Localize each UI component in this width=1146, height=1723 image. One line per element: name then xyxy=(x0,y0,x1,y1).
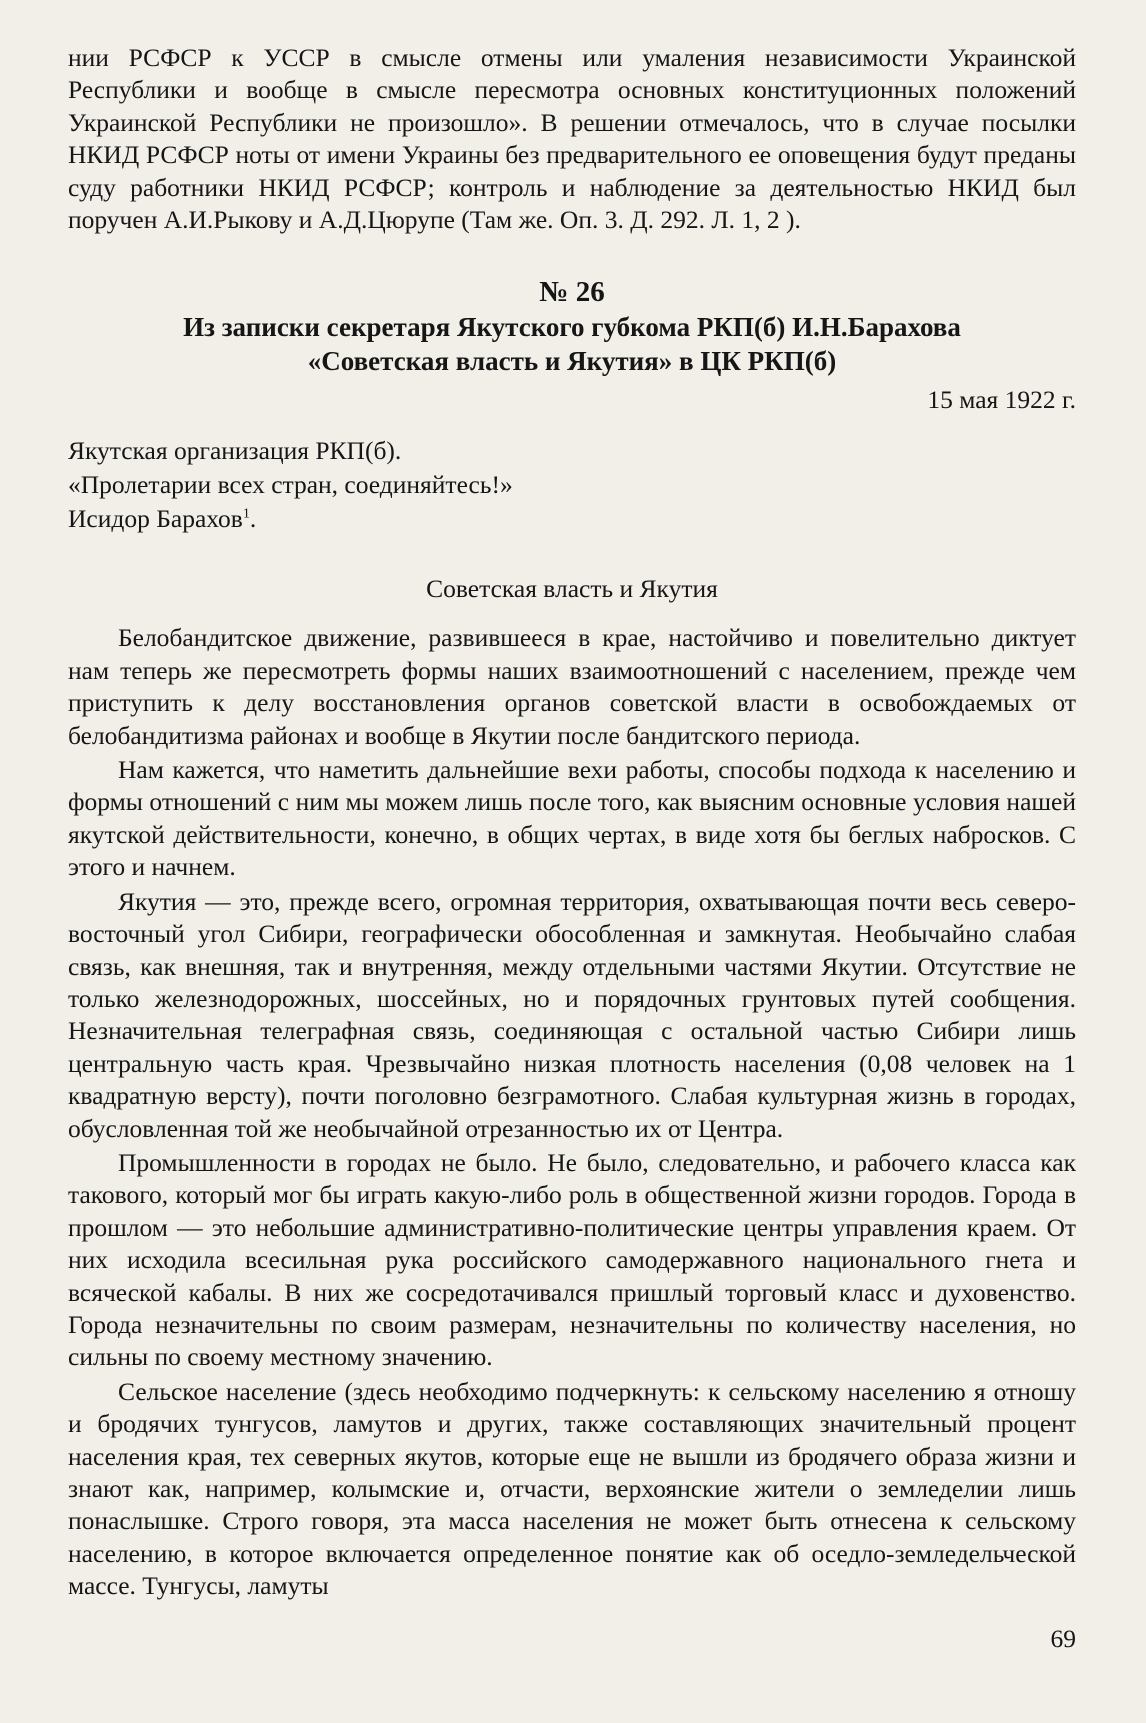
intro-paragraph: нии РСФСР к УССР в смысле отмены или умаления независимости Украинской Республики и вообще в смысле пересмотра основных конституционных положений Украинской Республики не произошло». В решении отмечалось, что в случае посылки НКИД РСФСР ноты от имени Украины без предварительного ее оповещения будут преданы суду работники НКИД РСФСР; контроль и наблюдение за деятельностью НКИД был поручен А.И.Рыкову и А.Д.Цюрупе (Там же. Оп. 3. Д. 292. Л. 1, 2 ). xyxy=(68,43,1076,235)
author-name: Исидор Барахов xyxy=(68,504,243,534)
document-header xyxy=(68,434,1076,536)
header-organization: Якутская организация РКП(б). xyxy=(68,436,402,466)
document-title-line-1: Из записки секретаря Якутского губкома РКП(б) И.Н.Барахова xyxy=(183,312,961,343)
document-title-line-2: «Советская власть и Якутия» в ЦК РКП(б) xyxy=(307,346,837,377)
document-page xyxy=(68,42,1076,1603)
body-paragraph-5: Сельское население (здесь необходимо подчеркнуть: к сельскому населению я отношу и бродячих тунгусов, ламутов и других, также составляющих значительный процент населения края, тех северных якутов, которые еще не вышли из бродячего образа жизни и знают как, например, колымские и, отчасти, верхоянские жители о земледелии лишь понаслышке. Строго говоря, эта масса населения не может быть отнесена к сельскому населению, в которое включается определенное понятие как об оседло-земледельческой массе. Тунгусы, ламуты xyxy=(68,1376,1076,1601)
body-paragraph-3: Якутия — это, прежде всего, огромная территория, охватывающая почти весь северо-восточный угол Сибири, географически обособленная и замкнутая. Необычайно слабая связь, как внешняя, так и внутренняя, между отдельными частями Якутии. Отсутствие не только железнодорожных, шоссейных, но и порядочных грунтовых путей сообщения. Незначительная телеграфная связь, соединяющая с остальной частью Сибири лишь центральную часть края. Чрезвычайно низкая плотность населения (0,08 человек на 1 квадратную версту), почти поголовно безграмотного. Слабая культурная жизнь в городах, обусловленная той же необычайной отрезанностью их от Центра. xyxy=(68,886,1076,1143)
body-paragraph-4: Промышленности в городах не было. Не было, следовательно, и рабочего класса как такового, который мог бы играть какую-либо роль в общественной жизни городов. Города в прошлом — это небольшие административно-политические центры управления краем. От них исходила всесильная рука российского самодержавного национального гнета и всяческой кабалы. В них же сосредотачивался пришлый торговый класс и духовенство. Города незначительны по своим размерам, незначительны по количеству населения, но сильны по своему местному значению. xyxy=(68,1147,1076,1372)
body-paragraph-1: Белобандитское движение, развившееся в крае, настойчиво и повелительно диктует нам теперь же пересмотреть формы наших взаимоотношений с населением, прежде чем приступить к делу восстановления органов советской власти в освобождаемых от белобандитизма районах и вообще в Якутии после бандитского периода. xyxy=(68,623,1076,750)
document-subtitle: Советская власть и Якутия xyxy=(426,574,718,604)
footnote-mark: 1 xyxy=(242,506,250,522)
page-number: 69 xyxy=(1050,1624,1076,1653)
body-paragraph-2: Нам кажется, что наметить дальнейшие вехи работы, способы подхода к населению и формы отношений с ним мы можем лишь после того, как выясним основные условия нашей якутской действительности, конечно, в общих чертах, в виде хотя бы беглых набросков. С этого и начнем. xyxy=(68,755,1076,882)
header-slogan: «Пролетарии всех стран, соединяйтесь!» xyxy=(68,470,513,500)
author-tail: . xyxy=(249,504,257,534)
document-number: № 26 xyxy=(539,276,605,309)
header-author xyxy=(68,502,1076,536)
document-date: 15 мая 1922 г. xyxy=(927,385,1076,415)
